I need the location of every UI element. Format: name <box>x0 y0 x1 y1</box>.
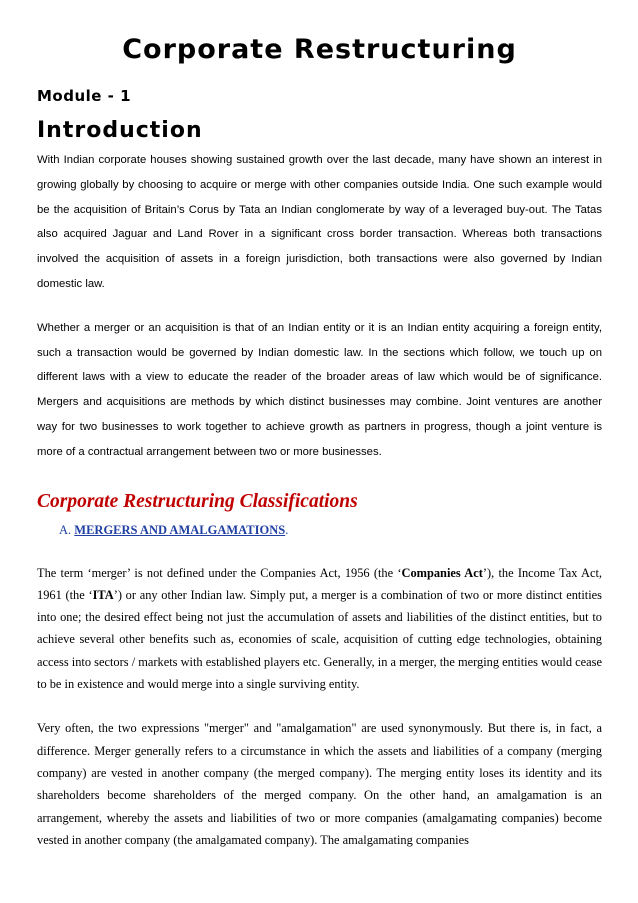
subsection-dot: . <box>285 522 289 537</box>
p3-text-e: ’) or any other Indian law. Simply put, a merger is a combination of two or more distinct entities into one; the desired effect being not just the accumulation of assets and liabilities of the distinct entities, but to achieve several other benefits such as, economies of scale, acquisition of cutting edge technologies, obtaining access into sectors / markets with established players etc. Generally, in a merger, the merging entities would cease to be in existence and would merge into a single surviving entity. <box>37 587 602 692</box>
p3-text-c: ’), the Income Tax Act, 1961 (the ‘ <box>37 565 602 602</box>
intro-paragraph-2: Whether a merger or an acquisition is that of an Indian entity or it is an Indian entity acquiring a foreign entity, such a transaction would be governed by Indian domestic law. In the sections which follow, we touch up on different laws with a view to educate the reader of the broader areas of law which would be of significance. Mergers and acquisitions are methods by which distinct businesses may combine. Joint ventures are another way for two businesses to work together to achieve growth as partners in progress, though a joint venture is more of a contractual arrangement between two or more businesses. <box>37 321 602 458</box>
subsection-heading <box>37 520 602 540</box>
merger-paragraph-1 <box>37 562 602 696</box>
companies-act-term: Companies Act <box>401 565 483 580</box>
intro-paragraph-1: With Indian corporate houses showing sustained growth over the last decade, many have shown an interest in growing globally by choosing to acquire or merge with other companies outside India. One such example would be the acquisition of Britain’s Corus by Tata an Indian conglomerate by way of a leveraged buy-out. The Tatas also acquired Jaguar and Land Rover in a significant cross border transaction. Whereas both transactions involved the acquisition of assets in a foreign jurisdiction, both transactions were also governed by Indian domestic law. <box>37 154 602 290</box>
subsection-label: A. <box>59 522 72 537</box>
document-title: Corporate Restructuring <box>122 34 517 65</box>
section-heading: Corporate Restructuring Classifications <box>37 490 358 512</box>
module-label: Module - 1 <box>37 87 132 105</box>
ita-term: ITA <box>92 587 114 602</box>
introduction-heading: Introduction <box>37 118 203 143</box>
merger-paragraph-2: Very often, the two expressions "merger" and "amalgamation" are used synonymously. But there is, in fact, a difference. Merger generally refers to a circumstance in which the assets and liabilities of a company (merging company) are vested in another company (the merged company). The merging entity loses its identity and its shareholders become shareholders of the merged company. On the other hand, an amalgamation is an arrangement, whereby the assets and liabilities of two or more companies (amalgamating companies) become vested in another company (the amalgamated company). The amalgamating companies <box>37 721 602 847</box>
mergers-link[interactable]: MERGERS AND AMALGAMATIONS <box>74 522 286 537</box>
p3-text-a: The term ‘merger’ is not defined under the Companies Act, 1956 (the ‘ <box>37 565 402 580</box>
